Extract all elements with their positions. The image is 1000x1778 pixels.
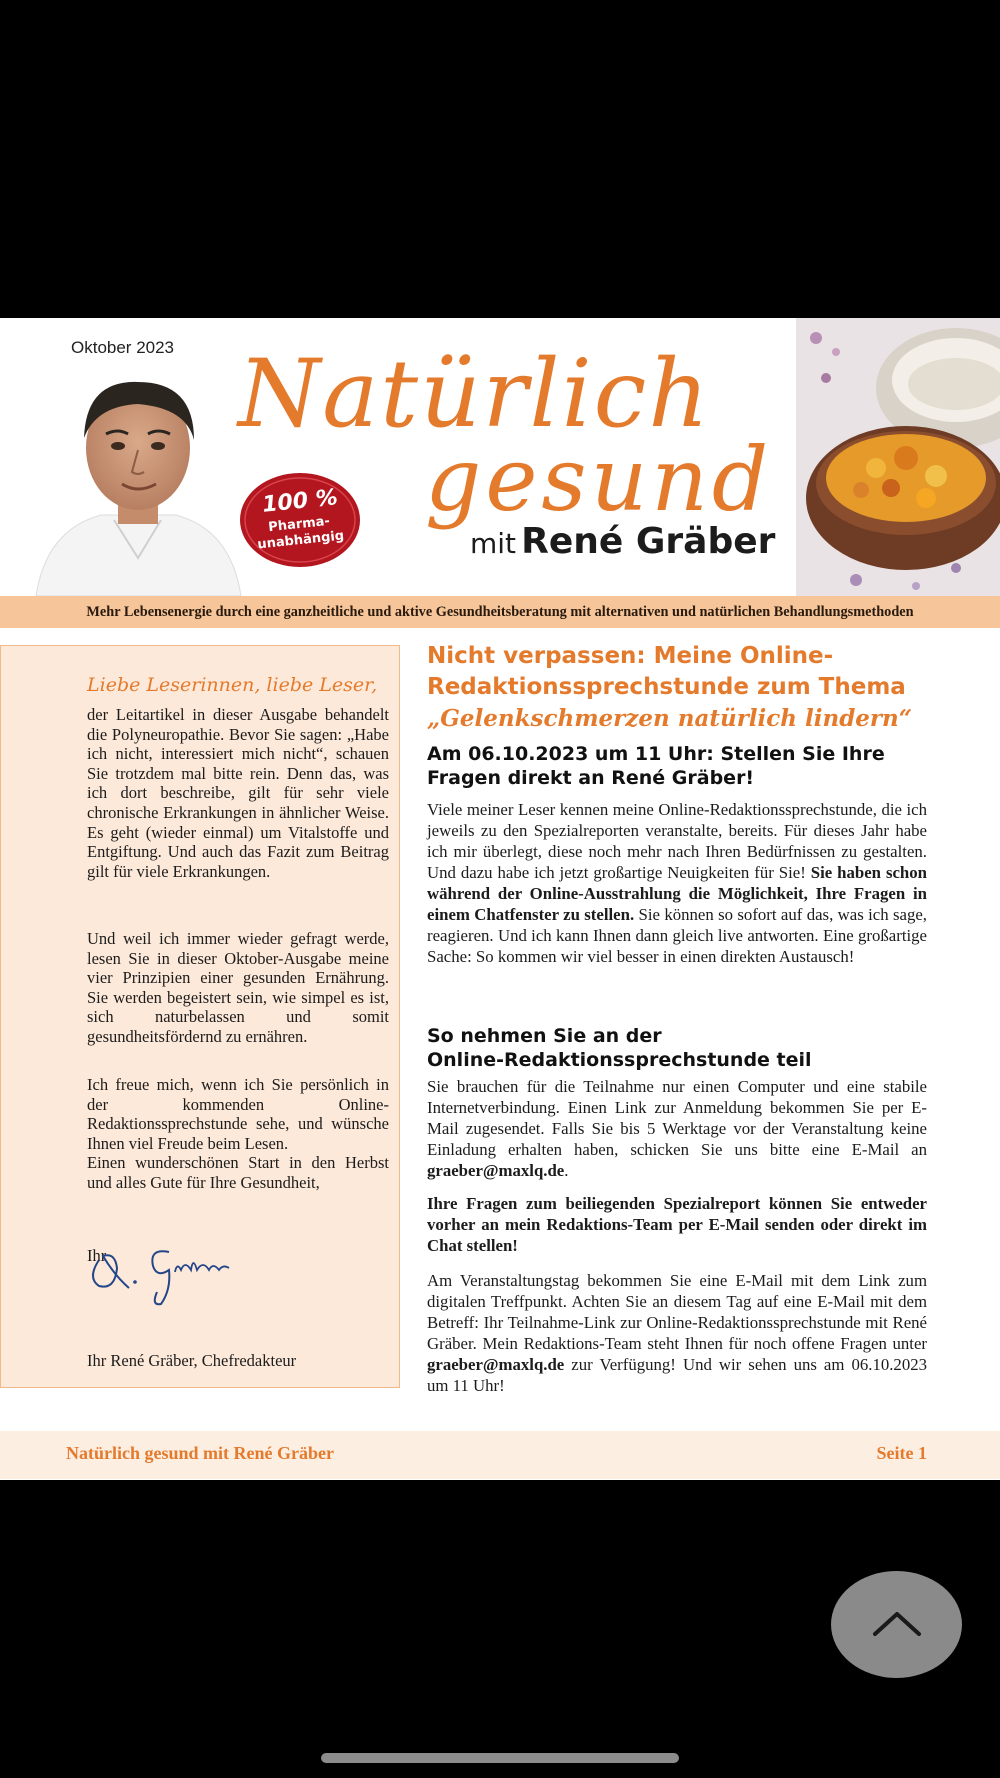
article-subhead	[427, 1024, 927, 1072]
article-text-bold: Ihre Fragen zum beiliegenden Spezialreport können Sie entweder vorher an mein Redaktions-Team per E-Mail senden oder direkt im Chat stellen!	[427, 1194, 927, 1255]
editor-paragraph: Einen wunderschönen Start in den Herbst und alles Gute für Ihre Gesundheit,	[87, 1153, 389, 1192]
article-text: Sie brauchen für die Teilnahme nur einen Computer und eine stabile Internetverbindung. Einen Link zur Anmeldung bekommen Sie per E-Mail zugesendet. Falls Sie bis 5 Werktage vor der Veranstaltung keine Einladung erhalten haben, schicken Sie uns bitte eine E-Mail an	[427, 1077, 927, 1159]
herbs-image	[796, 318, 1000, 596]
article-text: .	[564, 1161, 569, 1180]
scroll-to-top-button[interactable]	[831, 1571, 962, 1678]
editor-paragraph: Und weil ich immer wieder gefragt werde, lesen Sie in dieser Oktober-Ausgabe meine vier Prinzipien einer gesunden Ernährung. Sie werden begeistert sein, wie simpel es ist, sich naturbelassen und somit gesundheitsfördernd zu ernähren.	[87, 929, 389, 1046]
tagline: Mehr Lebensenergie durch eine ganzheitliche und aktive Gesundheitsberatung mit alternativen und natürlichen Behandlungsmethoden	[86, 604, 914, 620]
editor-letter-box	[0, 645, 400, 1388]
email-link[interactable]: graeber@maxlq.de	[427, 1161, 565, 1180]
signature	[85, 1230, 245, 1310]
headline-line: Redaktionssprechstunde zum Thema	[427, 674, 906, 700]
headline-line: Nicht verpassen: Meine Online-	[427, 643, 834, 669]
page-footer	[0, 1431, 1000, 1479]
editor-greeting: Liebe Leserinnen, liebe Leser,	[87, 674, 378, 696]
subhead-line: Online-Redaktionssprechstunde teil	[427, 1049, 812, 1071]
page-number: Seite 1	[876, 1443, 927, 1463]
editor-paragraph: der Leitartikel in dieser Ausgabe behandelt die Polyneuropathie. Bevor Sie sagen: „Habe ich nicht, interessiert mich nicht“, schauen Sie trotzdem mal bitte rein. Denn das, was ich dort beschreibe, gilt für sehr viele chronische Erkrankungen in ähnlicher Weise. Es geht (wieder einmal) um Vitalstoffe und Entgiftung. Und auch das Fazit zum Beitrag gilt für viele Erkrankungen.	[87, 705, 389, 881]
article-text: Sie können so sofort auf das, was ich sage, reagieren. Und ich kann Ihnen dann gleich live antworten. Eine großartige Sache: So kommen wir viel besser in einen direkten Austausch!	[427, 905, 928, 966]
subhead-line: So nehmen Sie an der	[427, 1025, 662, 1047]
footer-title: Natürlich gesund mit René Gräber	[66, 1443, 334, 1463]
issue-date: Oktober 2023	[71, 338, 175, 357]
article-text: Viele meiner Leser kennen meine Online-Redaktionssprechstunde, die ich jeweils zu den Spezialreporten veranstalte, bereits. Für dieses Jahr habe ich mir überlegt, diese noch mehr nach Ihren Bedürfnissen zu gestalten. Und dazu habe ich jetzt großartige Neuigkeiten für Sie!	[427, 800, 927, 882]
article-subhead: Am 06.10.2023 um 11 Uhr: Stellen Sie Ihre Fragen direkt an René Gräber!	[427, 743, 885, 789]
editor-paragraph: Ich freue mich, wenn ich Sie persönlich in der kommenden Online-Redaktionssprechstunde sehe, und wünsche Ihnen viel Freude beim Lesen.	[87, 1075, 389, 1153]
home-indicator[interactable]	[321, 1753, 679, 1763]
author-portrait	[26, 360, 246, 596]
article-paragraph	[427, 1193, 927, 1256]
article-text: Am Veranstaltungstag bekommen Sie eine E-Mail mit dem Link zum digitalen Treffpunkt. Achten Sie an diesem Tag auf eine E-Mail mit dem Betreff: Ihr Teilnahme-Link zur Online-Redaktionssprechstunde mit René Gräber. Mein Redaktions-Team steht Ihnen für noch offene Fragen unter	[427, 1271, 927, 1353]
masthead-title-line1: Natürlich	[238, 340, 711, 449]
article-text-bold: Sie haben schon während der Online-Ausstrahlung die Möglichkeit, Ihre Fragen in einem Chatfenster zu stellen.	[427, 863, 927, 924]
article-paragraph	[427, 799, 927, 967]
newsletter-header	[0, 318, 1000, 596]
headline-topic: „Gelenkschmerzen natürlich lindern“	[427, 705, 912, 732]
byline-mit: mit	[470, 527, 517, 560]
masthead-byline	[470, 521, 776, 562]
byline-name: René Gräber	[521, 521, 776, 562]
tagline-bar	[0, 596, 1000, 628]
article-paragraph	[427, 1270, 927, 1396]
newsletter-page	[0, 318, 1000, 1480]
email-link[interactable]: graeber@maxlq.de	[427, 1355, 565, 1374]
article-paragraph	[427, 1076, 927, 1181]
article-text: zur Verfügung! Und wir sehen uns am 06.10.2023 um 11 Uhr!	[427, 1355, 927, 1395]
chevron-up-icon	[867, 1604, 927, 1644]
seal-text: Pharma- unabhängig	[256, 513, 345, 553]
editor-signoff: Ihr René Gräber, Chefredakteur	[87, 1351, 297, 1370]
article-headline	[427, 641, 927, 734]
editor-paragraph: Ihr	[87, 1246, 107, 1265]
masthead-title-line2: gesund	[425, 428, 773, 531]
seal-percent: 100 %	[261, 485, 339, 518]
